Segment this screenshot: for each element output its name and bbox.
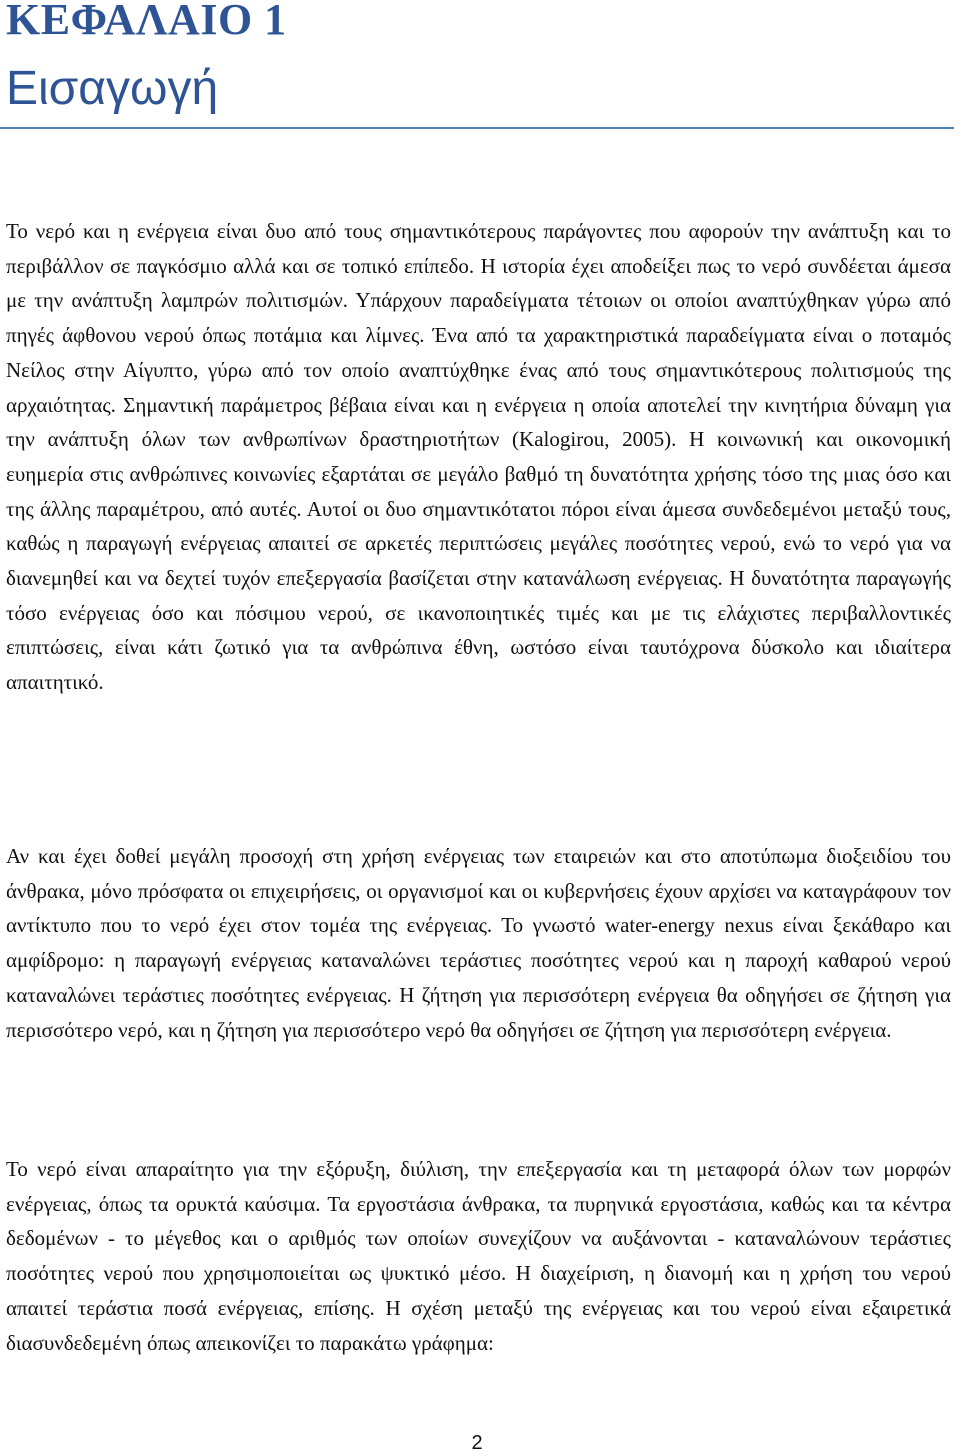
body-paragraph-1: Το νερό και η ενέργεια είναι δυο από τους σημαντικότερους παράγοντες που αφορούν την ανάπτυξη και το περιβάλλον σε παγκόσμιο αλλά και σε τοπικό επίπεδο. Η ιστορία έχει αποδείξει πως το νερό συνδέεται άμεσα με την ανάπτυξη λαμπρών πολιτισμών. Υπάρχουν παραδείγματα τέτοιων οι οποίοι αναπτύχθηκαν γύρω από πηγές άφθονου νερού όπως ποτάμια και λίμνες. Ένα από τα χαρακτηριστικά παραδείγματα είναι ο ποταμός Νείλος στην Αίγυπτο, γύρω από τον οποίο αναπτύχθηκε ένας από τους σημαντικότερους πολιτισμούς της αρχαιότητας. Σημαντική παράμετρος βέβαια είναι και η ενέργεια η οποία αποτελεί την κινητήρια δύναμη για την ανάπτυξη όλων των ανθρωπίνων δραστηριοτήτων (Kalogirou, 2005). Η κοινωνική και οικονομική ευημερία στις ανθρώπινες κοινωνίες εξαρτάται σε μεγάλο βαθμό τη δυνατότητα χρήσης τόσο της μιας όσο και της άλλης παραμέτρου, από αυτές. Αυτοί οι δυο σημαντικότατοι πόροι είναι άμεσα συνδεδεμένοι μεταξύ τους, καθώς η παραγωγή ενέργειας απαιτεί σε αρκετές περιπτώσεις μεγάλες ποσότητες νερού, ενώ το νερό για να διανεμηθεί και να δεχτεί τυχόν επεξεργασία βασίζεται στην κατανάλωση ενέργειας. Η δυνατότητα παραγωγής τόσο ενέργειας όσο και πόσιμου νερού, σε ικανοποιητικές τιμές και με τις ελάχιστες περιβαλλοντικές επιπτώσεις, είναι κάτι ζωτικό για τα ανθρώπινα έθνη, ωστόσο είναι ταυτόχρονα δύσκολο και ιδιαίτερα απαιτητικό. bbox=[6, 219, 951, 695]
chapter-label: ΚΕΦΑΛΑΙΟ 1 bbox=[6, 0, 287, 44]
page-number: 2 bbox=[471, 1432, 483, 1454]
body-paragraph-2: Αν και έχει δοθεί μεγάλη προσοχή στη χρήση ενέργειας των εταιρειών και στο αποτύπωμα διοξειδίου του άνθρακα, μόνο πρόσφατα οι επιχειρήσεις, οι οργανισμοί και οι κυβερνήσεις έχουν αρχίσει να καταγράφουν τον αντίκτυπο που το νερό έχει στον τομέα της ενέργειας. Το γνωστό water-energy nexus είναι ξεκάθαρο και αμφίδρομο: η παραγωγή ενέργειας καταναλώνει τεράστιες ποσότητες νερού και η παροχή καθαρού νερού καταναλώνει τεράστιες ποσότητες ενέργειας. Η ζήτηση για περισσότερη ενέργεια θα οδηγήσει σε ζήτηση για περισσότερο νερό, και η ζήτηση για περισσότερο νερό θα οδηγήσει σε ζήτηση για περισσότερη ενέργεια. bbox=[6, 844, 951, 1042]
body-paragraph-3: Το νερό είναι απαραίτητο για την εξόρυξη, διύλιση, την επεξεργασία και τη μεταφορά όλων των μορφών ενέργειας, όπως τα ορυκτά καύσιμα. Τα εργοστάσια άνθρακα, τα πυρηνικά εργοστάσια, καθώς και τα κέντρα δεδομένων - το μέγεθος και ο αριθμός των οποίων συνεχίζουν να αυξάνονται - καταναλώνουν τεράστιες ποσότητες νερού που χρησιμοποιείται ως ψυκτικό μέσο. Η διαχείριση, η διανομή και η χρήση του νερού απαιτεί τεράστια ποσά ενέργειας, επίσης. Η σχέση μεταξύ της ενέργειας και του νερού είναι εξαιρετικά διασυνδεδεμένη όπως απεικονίζει το παρακάτω γράφημα: bbox=[6, 1157, 951, 1355]
chapter-title: Εισαγωγή bbox=[6, 62, 219, 115]
title-underline-rule bbox=[0, 127, 954, 129]
